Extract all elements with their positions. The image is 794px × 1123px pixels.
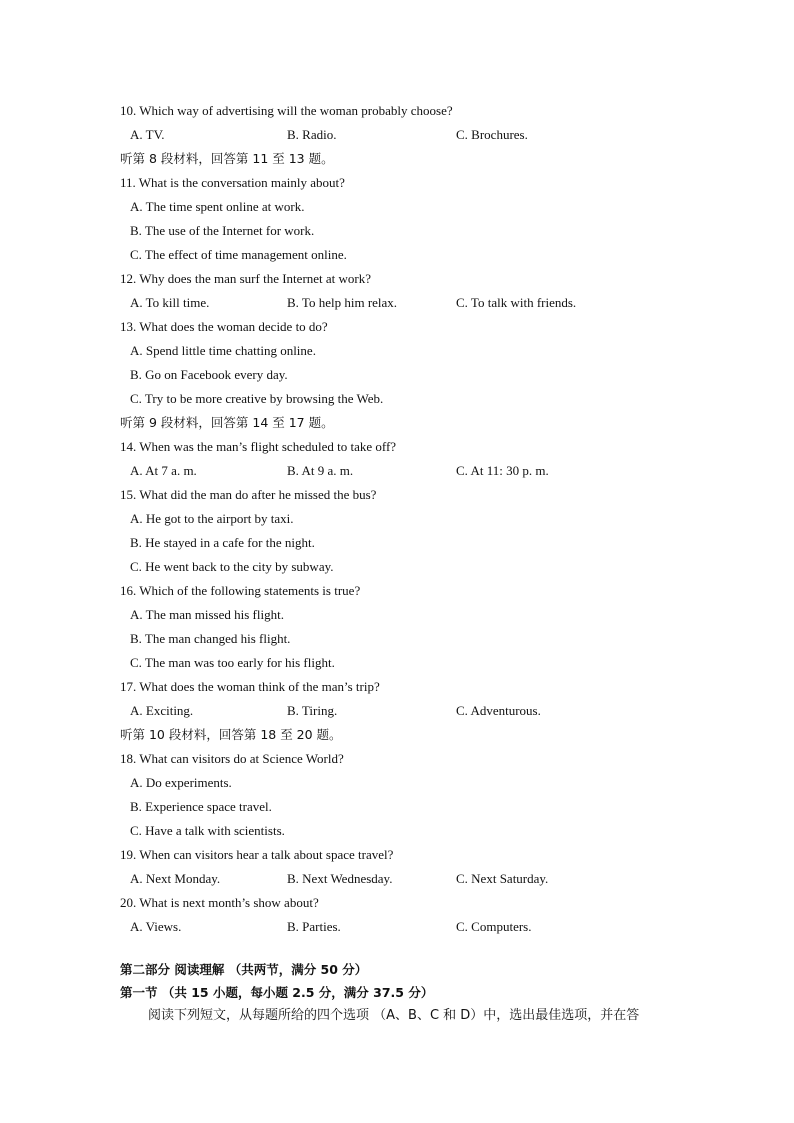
question-14-options [0,463,794,479]
option-c: C. To talk with friends. [456,295,577,310]
option-a: A. TV. [130,127,165,142]
question-19-options [0,871,794,887]
option-b: B. The use of the Internet for work. [130,223,315,238]
question-12-stem: 12. Why does the man surf the Internet at work? [120,271,372,286]
reading-instruction: 阅读下列短文，从每题所给的四个选项 （A、B、C 和 D）中，选出最佳选项，并在答 [148,1008,640,1023]
question-17-options [0,703,794,719]
option-a: A. The time spent online at work. [130,199,305,214]
option-c: C. Next Saturday. [456,871,549,886]
question-19-stem: 19. When can visitors hear a talk about space travel? [120,847,394,862]
question-11-stem: 11. What is the conversation mainly about? [120,175,345,190]
option-c: C. The effect of time management online. [130,247,347,262]
question-16-stem: 16. Which of the following statements is true? [120,583,361,598]
option-b: B. Radio. [287,127,337,142]
option-c: C. Try to be more creative by browsing the Web. [130,391,384,406]
option-b: B. The man changed his flight. [130,631,291,646]
question-17-stem: 17. What does the woman think of the man’s trip? [120,679,380,694]
question-13-stem: 13. What does the woman decide to do? [120,319,328,334]
question-14-stem: 14. When was the man’s flight scheduled to take off? [120,439,397,454]
option-b: B. Tiring. [287,703,338,718]
question-18-stem: 18. What can visitors do at Science World? [120,751,344,766]
question-12-options [0,295,794,311]
option-b: B. Experience space travel. [130,799,272,814]
option-a: A. Spend little time chatting online. [130,343,316,358]
option-c: C. Computers. [456,919,532,934]
option-c: C. Have a talk with scientists. [130,823,285,838]
option-a: A. Views. [130,919,182,934]
section-8-instruction: 听第 8 段材料，回答第 11 至 13 题。 [120,151,334,166]
option-b: B. To help him relax. [287,295,398,310]
part-2-heading: 第二部分 阅读理解 （共两节，满分 50 分） [120,962,368,977]
option-a: A. He got to the airport by taxi. [130,511,294,526]
section-1-heading: 第一节 （共 15 小题，每小题 2.5 分，满分 37.5 分） [120,985,434,1000]
option-c: C. At 11: 30 p. m. [456,463,549,478]
option-a: A. The man missed his flight. [130,607,284,622]
option-b: B. He stayed in a cafe for the night. [130,535,315,550]
question-20-options [0,919,794,935]
option-b: B. Next Wednesday. [287,871,393,886]
option-b: B. Parties. [287,919,341,934]
option-c: C. Brochures. [456,127,528,142]
option-b: B. Go on Facebook every day. [130,367,288,382]
option-a: A. To kill time. [130,295,210,310]
option-a: A. Exciting. [130,703,194,718]
question-10-stem: 10. Which way of advertising will the woman probably choose? [120,103,453,118]
question-15-stem: 15. What did the man do after he missed the bus? [120,487,377,502]
option-a: A. Do experiments. [130,775,232,790]
option-c: C. He went back to the city by subway. [130,559,334,574]
option-c: C. Adventurous. [456,703,541,718]
option-a: A. Next Monday. [130,871,221,886]
section-10-instruction: 听第 10 段材料，回答第 18 至 20 题。 [120,727,342,742]
option-a: A. At 7 a. m. [130,463,197,478]
question-20-stem: 20. What is next month’s show about? [120,895,319,910]
option-b: B. At 9 a. m. [287,463,354,478]
section-9-instruction: 听第 9 段材料，回答第 14 至 17 题。 [120,415,334,430]
question-10-options [0,127,794,143]
option-c: C. The man was too early for his flight. [130,655,335,670]
